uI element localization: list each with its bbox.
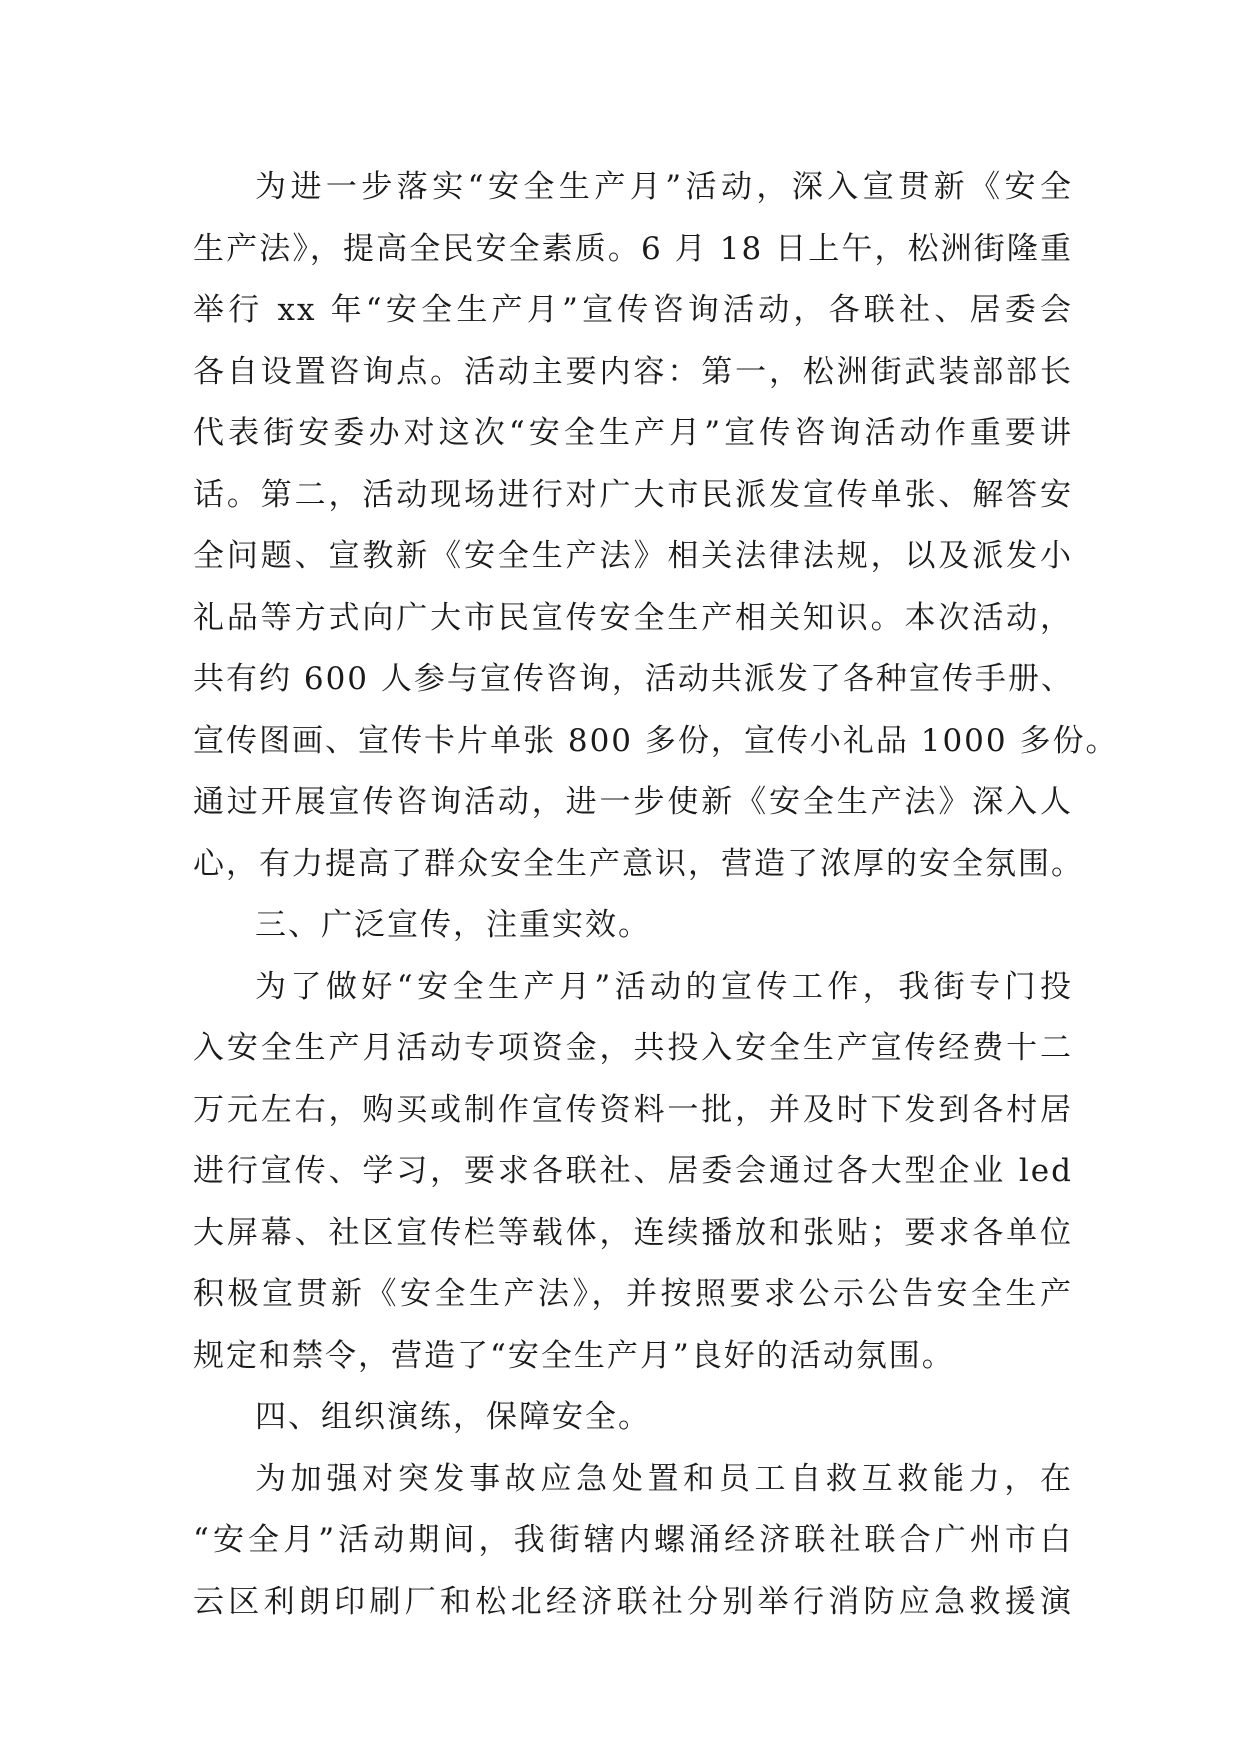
document-body [193,157,1119,1633]
text-line: 心，有力提高了群众安全生产意识，营造了浓厚的安全氛围。 [193,845,1084,882]
text-line: 生产法》，提高全民安全素质。6 月 18 日上午，松洲街隆重 [193,230,1073,267]
text-line: 规定和禁令，营造了“安全生产月”良好的活动氛围。 [193,1337,955,1374]
text-line: 为加强对突发事故应急处置和员工自救互救能力，在 [255,1460,1073,1497]
text-line: 礼品等方式向广大市民宣传安全生产相关知识。本次活动， [193,599,1073,636]
text-line: 全问题、宣教新《安全生产法》相关法律法规，以及派发小 [193,538,1073,574]
text-line: 为进一步落实“安全生产月”活动，深入宣贯新《安全 [255,169,1073,205]
text-line: “安全月”活动期间，我街辖内螺涌经济联社联合广州市白 [193,1522,1073,1558]
text-line: 代表街安委办对这次“安全生产月”宣传咨询活动作重要讲 [193,415,1073,451]
text-line: 万元左右，购买或制作宣传资料一批，并及时下发到各村居 [193,1091,1073,1128]
text-line: 各自设置咨询点。活动主要内容：第一，松洲街武装部部长 [193,353,1073,390]
text-line: 举行 xx 年“安全生产月”宣传咨询活动，各联社、居委会 [193,292,1073,328]
text-line: 积极宣贯新《安全生产法》，并按照要求公示公告安全生产 [193,1276,1073,1312]
text-line: 进行宣传、学习，要求各联社、居委会通过各大型企业 led [193,1153,1073,1189]
text-line: 四、组织演练，保障安全。 [255,1399,651,1435]
text-line: 宣传图画、宣传卡片单张 800 多份，宣传小礼品 1000 多份。 [193,722,1119,759]
text-line: 话。第二，活动现场进行对广大市民派发宣传单张、解答安 [193,476,1073,513]
text-line: 为了做好“安全生产月”活动的宣传工作，我街专门投 [255,968,1073,1005]
text-line: 通过开展宣传咨询活动，进一步使新《安全生产法》深入人 [193,784,1073,820]
text-line: 共有约 600 人参与宣传咨询，活动共派发了各种宣传手册、 [193,661,1074,697]
text-line: 三、广泛宣传，注重实效。 [255,907,651,943]
text-line: 入安全生产月活动专项资金，共投入安全生产宣传经费十二 [193,1030,1073,1066]
text-line: 云区利朗印刷厂和松北经济联社分别举行消防应急救援演 [193,1583,1073,1620]
text-line: 大屏幕、社区宣传栏等载体，连续播放和张贴；要求各单位 [193,1214,1073,1251]
